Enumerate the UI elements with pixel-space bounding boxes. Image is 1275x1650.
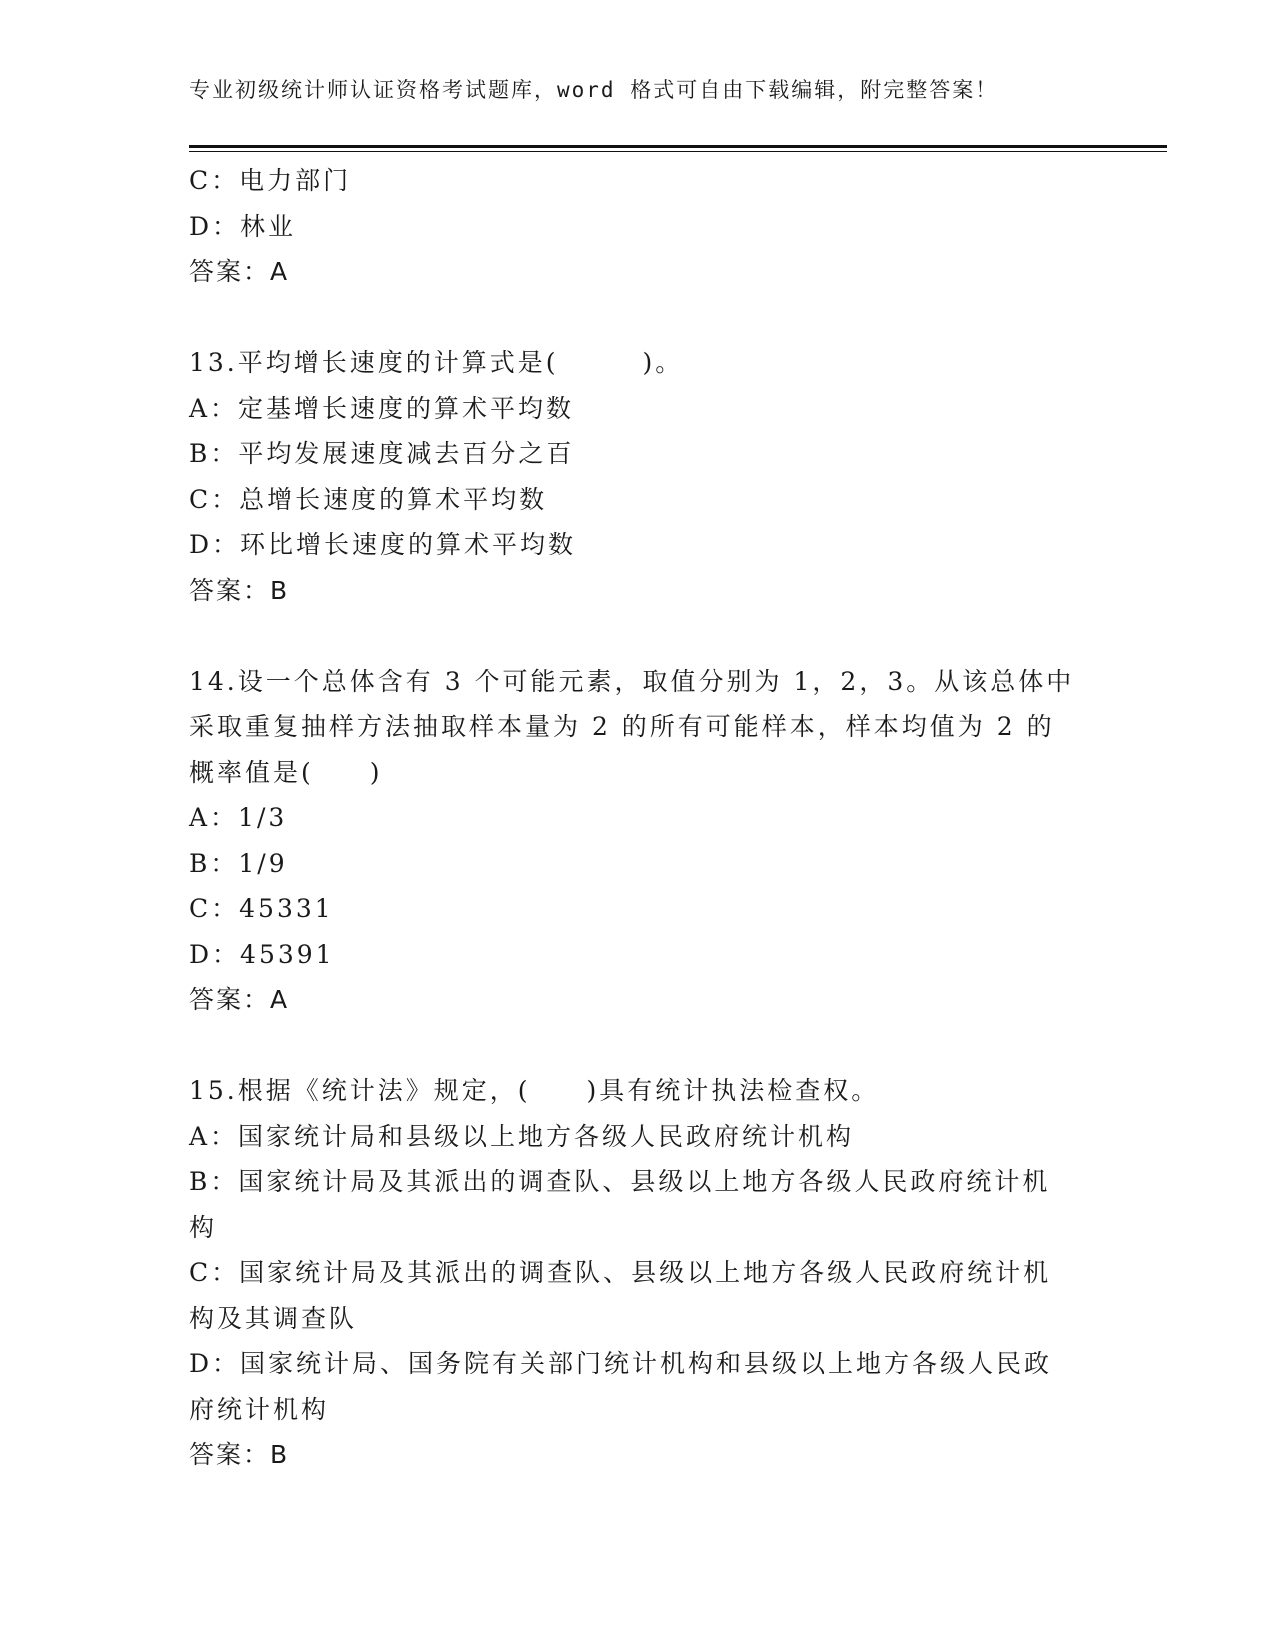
answer-line: 答案：A: [189, 257, 290, 286]
question-block: [189, 1068, 1089, 1478]
option-line: A：定基增长速度的算术平均数: [189, 393, 575, 423]
question-line: 采取重复抽样方法抽取样本量为 2 的所有可能样本，样本均值为 2 的: [189, 712, 1055, 741]
question-line: 15.根据《统计法》规定，( )具有统计执法检查权。: [189, 1076, 880, 1105]
option-line-continuation: 府统计机构: [189, 1394, 330, 1424]
answer-line: 答案：A: [189, 985, 290, 1014]
option-line: B：1/9: [189, 848, 288, 878]
option-line: C：国家统计局及其派出的调查队、县级以上地方各级人民政府统计机: [189, 1258, 1052, 1287]
option-line: D：45391: [189, 939, 335, 969]
header-rule-thick: [189, 145, 1167, 148]
page-header-text: 专业初级统计师认证资格考试题库，word 格式可自由下载编辑，附完整答案！: [189, 78, 999, 102]
question-line: 14.设一个总体含有 3 个可能元素，取值分别为 1，2，3。从该总体中: [189, 666, 1075, 696]
option-line-continuation: 构: [189, 1212, 218, 1242]
document-body: [189, 158, 1089, 1478]
question-block: [189, 340, 1089, 613]
option-line: D：林业: [189, 211, 297, 241]
option-line: D：环比增长速度的算术平均数: [189, 530, 577, 559]
option-line: A：1/3: [189, 803, 288, 832]
spacer: [189, 613, 1089, 659]
option-line: C：电力部门: [189, 166, 352, 195]
option-line: D：国家统计局、国务院有关部门统计机构和县级以上地方各级人民政: [189, 1349, 1053, 1378]
spacer: [189, 1023, 1089, 1069]
question-block: [189, 659, 1089, 1023]
option-line: C：45331: [189, 894, 334, 923]
answer-line: 答案：B: [189, 575, 290, 605]
option-line: B：国家统计局及其派出的调查队、县级以上地方各级人民政府统计机: [189, 1167, 1051, 1196]
header-rule-thin: [189, 151, 1167, 152]
spacer: [189, 295, 1089, 341]
option-line-continuation: 构及其调查队: [189, 1303, 358, 1333]
option-line: C：总增长速度的算术平均数: [189, 484, 548, 514]
option-line: A：国家统计局和县级以上地方各级人民政府统计机构: [189, 1121, 855, 1151]
answer-line: 答案：B: [189, 1440, 290, 1469]
question-line: 13.平均增长速度的计算式是( )。: [189, 348, 684, 377]
question-line: 概率值是( ): [189, 757, 383, 787]
option-line: B：平均发展速度减去百分之百: [189, 439, 575, 468]
